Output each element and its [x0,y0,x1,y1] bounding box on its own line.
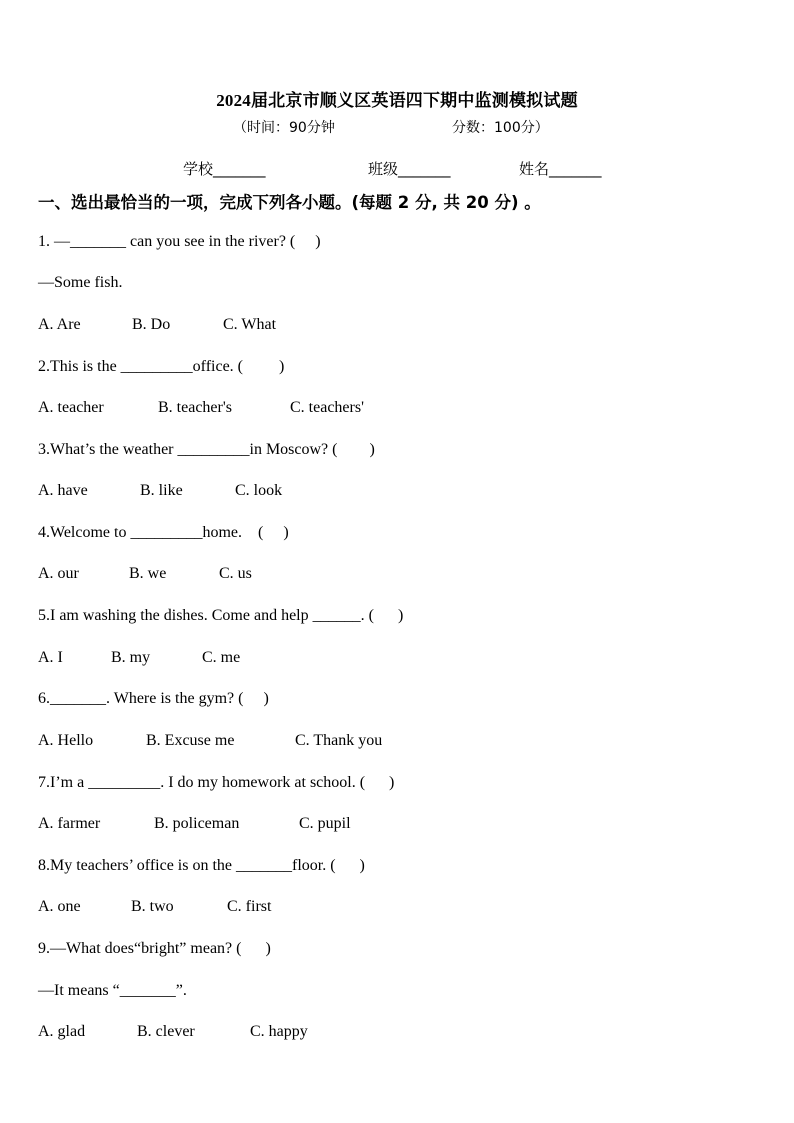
question-1-option-c: C. What [223,316,277,333]
exam-score: 分数：100分） [452,120,549,136]
section-heading: 一、选出最恰当的一项，完成下列各小题。(每题 2 分, 共 20 分) 。 [38,193,541,212]
question-6-option-b: B. Excuse me [146,732,235,749]
question-7-stem: 7.I’m a _________. I do my homework at school. ( ) [38,774,395,791]
question-1-options [38,316,276,334]
question-4-option-c: C. us [219,565,252,582]
question-3-stem: 3.What’s the weather _________in Moscow? ( ) [38,441,375,458]
question-8-options [38,898,271,916]
question-6-options [38,732,382,750]
question-2-option-c: C. teachers' [290,399,364,416]
question-6-option-a: A. Hello [38,732,94,749]
question-7-options [38,815,351,833]
question-6-option-c: C. Thank you [295,732,383,749]
question-9-answer-line: —It means “_______”. [38,982,187,999]
question-2-options [38,399,364,417]
question-4-options [38,565,252,583]
question-3-options [38,482,282,500]
question-5-stem: 5.I am washing the dishes. Come and help ______. ( ) [38,607,404,624]
question-1-stem: 1. —_______ can you see in the river? ( ) [38,233,321,250]
question-7-option-a: A. farmer [38,815,101,832]
question-1-answer-line: —Some fish. [38,274,123,291]
question-4-option-b: B. we [129,565,167,582]
question-3-option-b: B. like [140,482,183,499]
question-9-option-a: A. glad [38,1023,86,1040]
question-1-option-a: A. Are [38,316,81,333]
question-2-option-b: B. teacher's [158,399,232,416]
question-7-option-b: B. policeman [154,815,240,832]
question-5-options [38,649,240,667]
name-field: 姓名_______ [519,160,602,178]
question-7-option-c: C. pupil [299,815,351,832]
question-5-option-b: B. my [111,649,151,666]
question-6-stem: 6._______. Where is the gym? ( ) [38,690,269,707]
question-9-option-c: C. happy [250,1023,308,1040]
exam-time: （时间：90分钟 [233,120,335,136]
question-3-option-a: A. have [38,482,88,499]
question-8-option-a: A. one [38,898,81,915]
question-2-stem: 2.This is the _________office. ( ) [38,358,285,375]
question-4-option-a: A. our [38,565,79,582]
question-9-option-b: B. clever [137,1023,195,1040]
question-8-stem: 8.My teachers’ office is on the _______floor. ( ) [38,857,365,874]
question-5-option-a: A. I [38,649,63,666]
exam-title: 2024届北京市顺义区英语四下期中监测模拟试题 [216,91,578,110]
question-5-option-c: C. me [202,649,241,666]
question-3-option-c: C. look [235,482,283,499]
question-8-option-c: C. first [227,898,272,915]
question-1-option-b: B. Do [132,316,171,333]
question-4-stem: 4.Welcome to _________home. ( ) [38,524,289,541]
school-field: 学校_______ [183,160,266,178]
question-9-options [38,1023,308,1041]
question-2-option-a: A. teacher [38,399,104,416]
question-9-stem: 9.—What does“bright” mean? ( ) [38,940,271,957]
question-8-option-b: B. two [131,898,174,915]
class-field: 班级_______ [368,160,451,178]
